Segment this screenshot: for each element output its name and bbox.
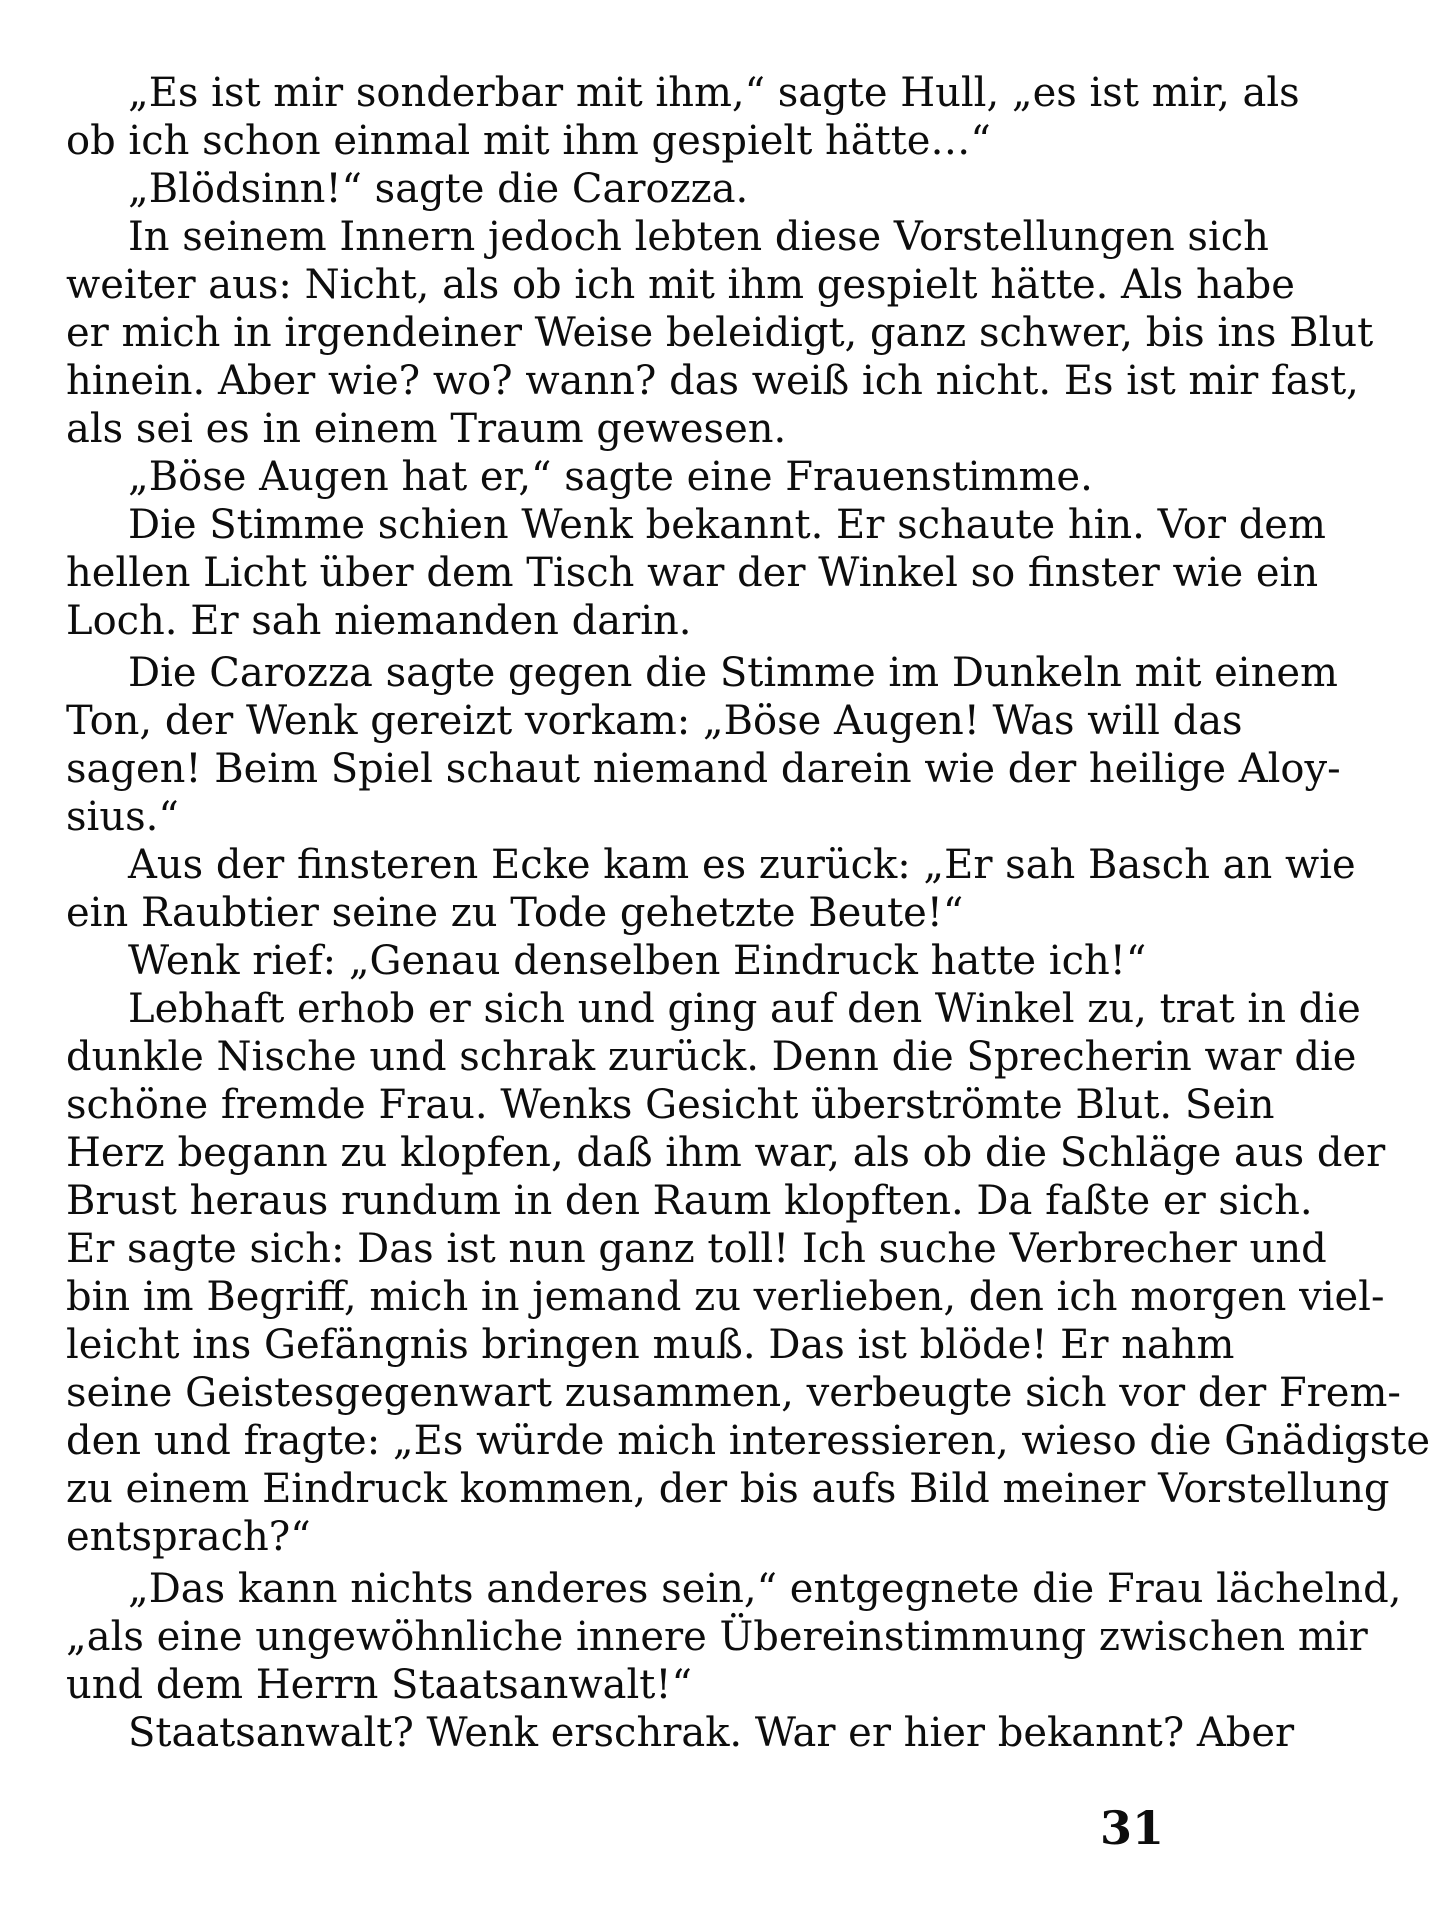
text-line: ob ich schon einmal mit ihm gespielt hätte…“ [66,118,991,164]
text-line: Er sagte sich: Das ist nun ganz toll! Ich suche Verbrecher und [66,1226,1327,1272]
text-line: bin im Begriff, mich in jemand zu verlieben, den ich morgen viel- [66,1274,1385,1320]
text-line: Die Carozza sagte gegen die Stimme im Dunkeln mit einem [128,650,1338,696]
text-line: „Böse Augen hat er,“ sagte eine Frauenstimme. [128,454,1093,500]
text-line: Die Stimme schien Wenk bekannt. Er schaute hin. Vor dem [128,502,1326,548]
text-line: hinein. Aber wie? wo? wann? das weiß ich nicht. Es ist mir fast, [66,358,1359,404]
text-line: Aus der finsteren Ecke kam es zurück: „Er sah Basch an wie [128,842,1356,888]
text-line: Loch. Er sah niemanden darin. [66,598,692,644]
text-line: zu einem Eindruck kommen, der bis aufs Bild meiner Vorstellung [66,1466,1390,1512]
text-line: seine Geistesgegenwart zusammen, verbeugte sich vor der Frem- [66,1370,1401,1416]
page-number: 31 [1100,1801,1165,1855]
text-line: und dem Herrn Staatsanwalt!“ [66,1662,692,1708]
text-line: er mich in irgendeiner Weise beleidigt, ganz schwer, bis ins Blut [66,310,1374,356]
text-line: sagen! Beim Spiel schaut niemand darein wie der heilige Aloy- [66,746,1341,792]
text-line: schöne fremde Frau. Wenks Gesicht überströmte Blut. Sein [66,1082,1275,1128]
text-line: In seinem Innern jedoch lebten diese Vorstellungen sich [128,214,1269,260]
text-line: Brust heraus rundum in den Raum klopften. Da faßte er sich. [66,1178,1313,1224]
text-line: den und fragte: „Es würde mich interessieren, wieso die Gnädigste [66,1418,1430,1464]
text-line: Wenk rief: „Genau denselben Eindruck hatte ich!“ [128,938,1147,984]
text-line: hellen Licht über dem Tisch war der Winkel so finster wie ein [66,550,1319,596]
text-line: dunkle Nische und schrak zurück. Denn die Sprecherin war die [66,1034,1357,1080]
text-line: weiter aus: Nicht, als ob ich mit ihm gespielt hätte. Als habe [66,262,1295,308]
text-line: „Blödsinn!“ sagte die Carozza. [128,166,749,212]
text-line: sius.“ [66,794,179,840]
text-line: als sei es in einem Traum gewesen. [66,406,787,452]
text-line: Lebhaft erhob er sich und ging auf den Winkel zu, trat in die [128,986,1361,1032]
text-line: „als eine ungewöhnliche innere Übereinstimmung zwischen mir [66,1614,1368,1660]
text-line: „Das kann nichts anderes sein,“ entgegnete die Frau lächelnd, [128,1566,1402,1612]
text-line: ein Raubtier seine zu Tode gehetzte Beute!“ [66,890,964,936]
text-line: Herz begann zu klopfen, daß ihm war, als ob die Schläge aus der [66,1130,1386,1176]
text-line: Ton, der Wenk gereizt vorkam: „Böse Augen! Was will das [66,698,1243,744]
text-line: leicht ins Gefängnis bringen muß. Das ist blöde! Er nahm [66,1322,1235,1368]
text-line: „Es ist mir sonderbar mit ihm,“ sagte Hull, „es ist mir, als [128,70,1300,116]
text-line: entsprach?“ [66,1514,311,1560]
text-line: Staatsanwalt? Wenk erschrak. War er hier bekannt? Aber [128,1710,1295,1756]
